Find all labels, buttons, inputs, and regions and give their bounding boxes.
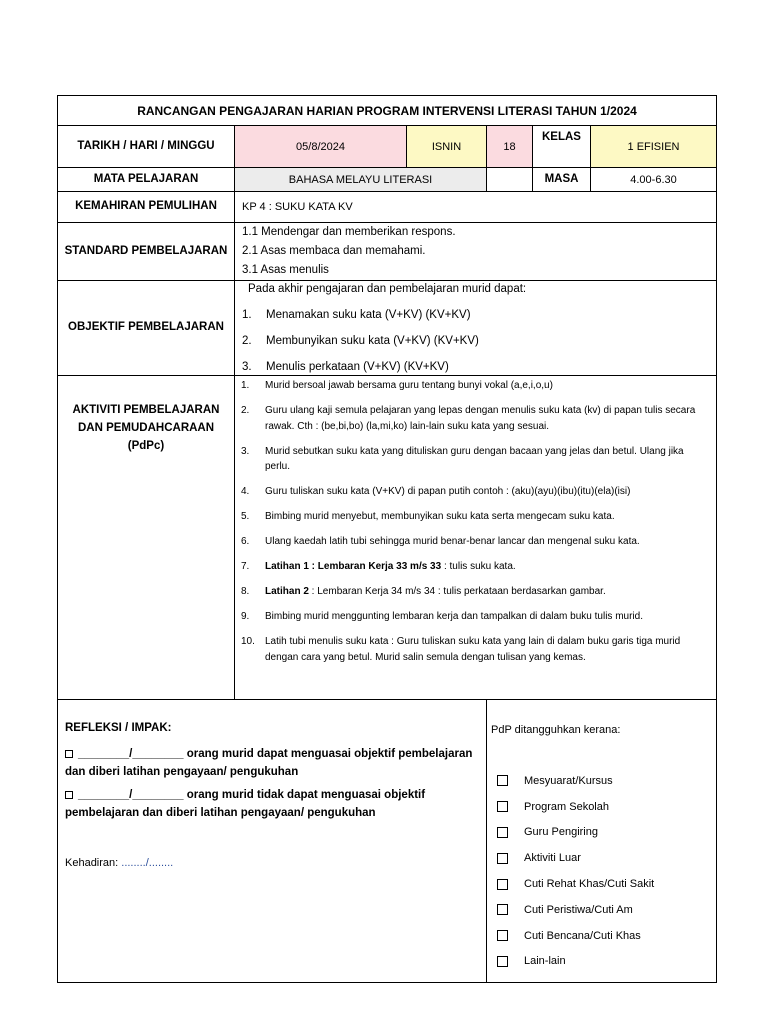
postponed-label: PdP ditangguhkan kerana:	[491, 724, 621, 736]
postponed-option[interactable]	[491, 820, 716, 846]
activity-item: 3. Murid sebutkan suku kata yang dituliskan guru dengan bacaan yang jelas dan betul. Ulang jika perlu.	[241, 445, 684, 472]
activity-item: 5. Bimbing murid menyebut, membunyikan suku kata serta mengecam suku kata.	[241, 511, 615, 522]
objective-item: 3. Menulis perkataan (V+KV) (KV+KV)	[242, 361, 449, 373]
checkbox-icon[interactable]	[65, 750, 73, 758]
date-label: TARIKH / HARI / MINGGU	[58, 126, 235, 168]
postponed-option-label: Guru Pengiring	[524, 826, 598, 839]
checkbox-icon[interactable]	[497, 775, 508, 786]
postponed-option-label: Aktiviti Luar	[524, 852, 581, 865]
checkbox-icon[interactable]	[497, 904, 508, 915]
reflection-section	[58, 700, 487, 983]
postponed-option-label: Lain-lain	[524, 955, 566, 968]
postponed-option[interactable]	[491, 845, 716, 871]
postponed-option[interactable]	[491, 897, 716, 923]
objective-item: 2. Membunyikan suku kata (V+KV) (KV+KV)	[242, 335, 479, 347]
standard-item: 1.1 Mendengar dan memberikan respons.	[242, 226, 456, 238]
checkbox-icon[interactable]	[497, 879, 508, 890]
checkbox-icon[interactable]	[497, 956, 508, 967]
activity-item: 9. Bimbing murid menggunting lembaran kerja dan tampalkan di dalam buku tulis murid.	[241, 611, 643, 622]
lesson-plan-table	[57, 95, 717, 983]
time-value: 4.00-6.30	[591, 168, 717, 192]
objective-item: 1. Menamakan suku kata (V+KV) (KV+KV)	[242, 309, 471, 321]
blank-cell	[487, 168, 533, 192]
postponed-option[interactable]	[491, 794, 716, 820]
skill-value: KP 4 : SUKU KATA KV	[235, 192, 717, 223]
date-value: 05/8/2024	[235, 126, 407, 168]
postponed-option-label: Cuti Bencana/Cuti Khas	[524, 929, 641, 942]
postponed-option[interactable]	[491, 871, 716, 897]
activity-item: 7. Latihan 1 : Lembaran Kerja 33 m/s 33 : tulis suku kata.	[241, 561, 516, 572]
week-value: 18	[487, 126, 533, 168]
checkbox-icon[interactable]	[497, 930, 508, 941]
checkbox-icon[interactable]	[497, 853, 508, 864]
objective-intro: Pada akhir pengajaran dan pembelajaran murid dapat:	[248, 283, 527, 295]
activities-list	[235, 376, 717, 700]
postponed-option[interactable]	[491, 949, 716, 975]
activity-item: 10. Latih tubi menulis suku kata : Guru tuliskan suku kata yang lain di dalam buku garis tiga murid dengan cara yang betul. Murid salin semula dengan tulisan yang kemas.	[241, 636, 681, 663]
standard-list	[235, 223, 717, 281]
postponed-option[interactable]	[491, 768, 716, 794]
postponed-option-label: Mesyuarat/Kursus	[524, 774, 613, 787]
subject-label: MATA PELAJARAN	[58, 168, 235, 192]
objective-label: OBJEKTIF PEMBELAJARAN	[58, 281, 235, 376]
postponed-section	[487, 700, 717, 983]
standard-item: 2.1 Asas membaca dan memahami.	[242, 245, 426, 257]
activity-item: 1. Murid bersoal jawab bersama guru tentang bunyi vokal (a,e,i,o,u)	[241, 380, 553, 391]
subject-value: BAHASA MELAYU LITERASI	[235, 168, 487, 192]
reflection-line-2: ________/________ orang murid tidak dapat menguasai objektif pembelajaran dan diberi latihan pengayaan/ pengukuhan	[65, 789, 426, 819]
standard-label: STANDARD PEMBELAJARAN	[58, 223, 235, 281]
class-label: KELAS	[533, 126, 591, 168]
activity-item: 4. Guru tuliskan suku kata (V+KV) di papan putih contoh : (aku)(ayu)(ibu)(itu)(ela)(isi)	[241, 486, 631, 497]
activity-item: 6. Ulang kaedah latih tubi sehingga murid benar-benar lancar dan mengenal suku kata.	[241, 536, 640, 547]
objective-list	[235, 281, 717, 376]
activity-item: 8. Latihan 2 : Lembaran Kerja 34 m/s 34 : tulis perkataan berdasarkan gambar.	[241, 586, 606, 597]
checkbox-icon[interactable]	[65, 791, 73, 799]
checkbox-icon[interactable]	[497, 827, 508, 838]
activities-label: AKTIVITI PEMBELAJARAN DAN PEMUDAHCARAAN (PdPc)	[58, 376, 235, 700]
postponed-option-label: Cuti Peristiwa/Cuti Am	[524, 903, 633, 916]
postponed-option-label: Cuti Rehat Khas/Cuti Sakit	[524, 878, 655, 891]
standard-item: 3.1 Asas menulis	[242, 264, 329, 276]
skill-label: KEMAHIRAN PEMULIHAN	[58, 192, 235, 223]
reflection-line-1: ________/________ orang murid dapat menguasai objektif pembelajaran dan diberi latihan pengayaan/ pengukuhan	[65, 748, 473, 778]
checkbox-icon[interactable]	[497, 801, 508, 812]
reflection-label: REFLEKSI / IMPAK:	[65, 722, 172, 734]
postponed-option[interactable]	[491, 923, 716, 949]
attendance: Kehadiran: ......../........	[65, 857, 174, 869]
page-title: RANCANGAN PENGAJARAN HARIAN PROGRAM INTERVENSI LITERASI TAHUN 1/2024	[58, 96, 717, 126]
class-value: 1 EFISIEN	[591, 126, 717, 168]
activity-item: 2. Guru ulang kaji semula pelajaran yang lepas dengan menulis suku kata (kv) di papan tulis secara rawak. Cth : (be,bi,bo) (la,mi,ko) lain-lain suku kata yang sesuai.	[241, 405, 696, 432]
time-label: MASA	[533, 168, 591, 192]
postponed-option-label: Program Sekolah	[524, 800, 609, 813]
day-value: ISNIN	[407, 126, 487, 168]
